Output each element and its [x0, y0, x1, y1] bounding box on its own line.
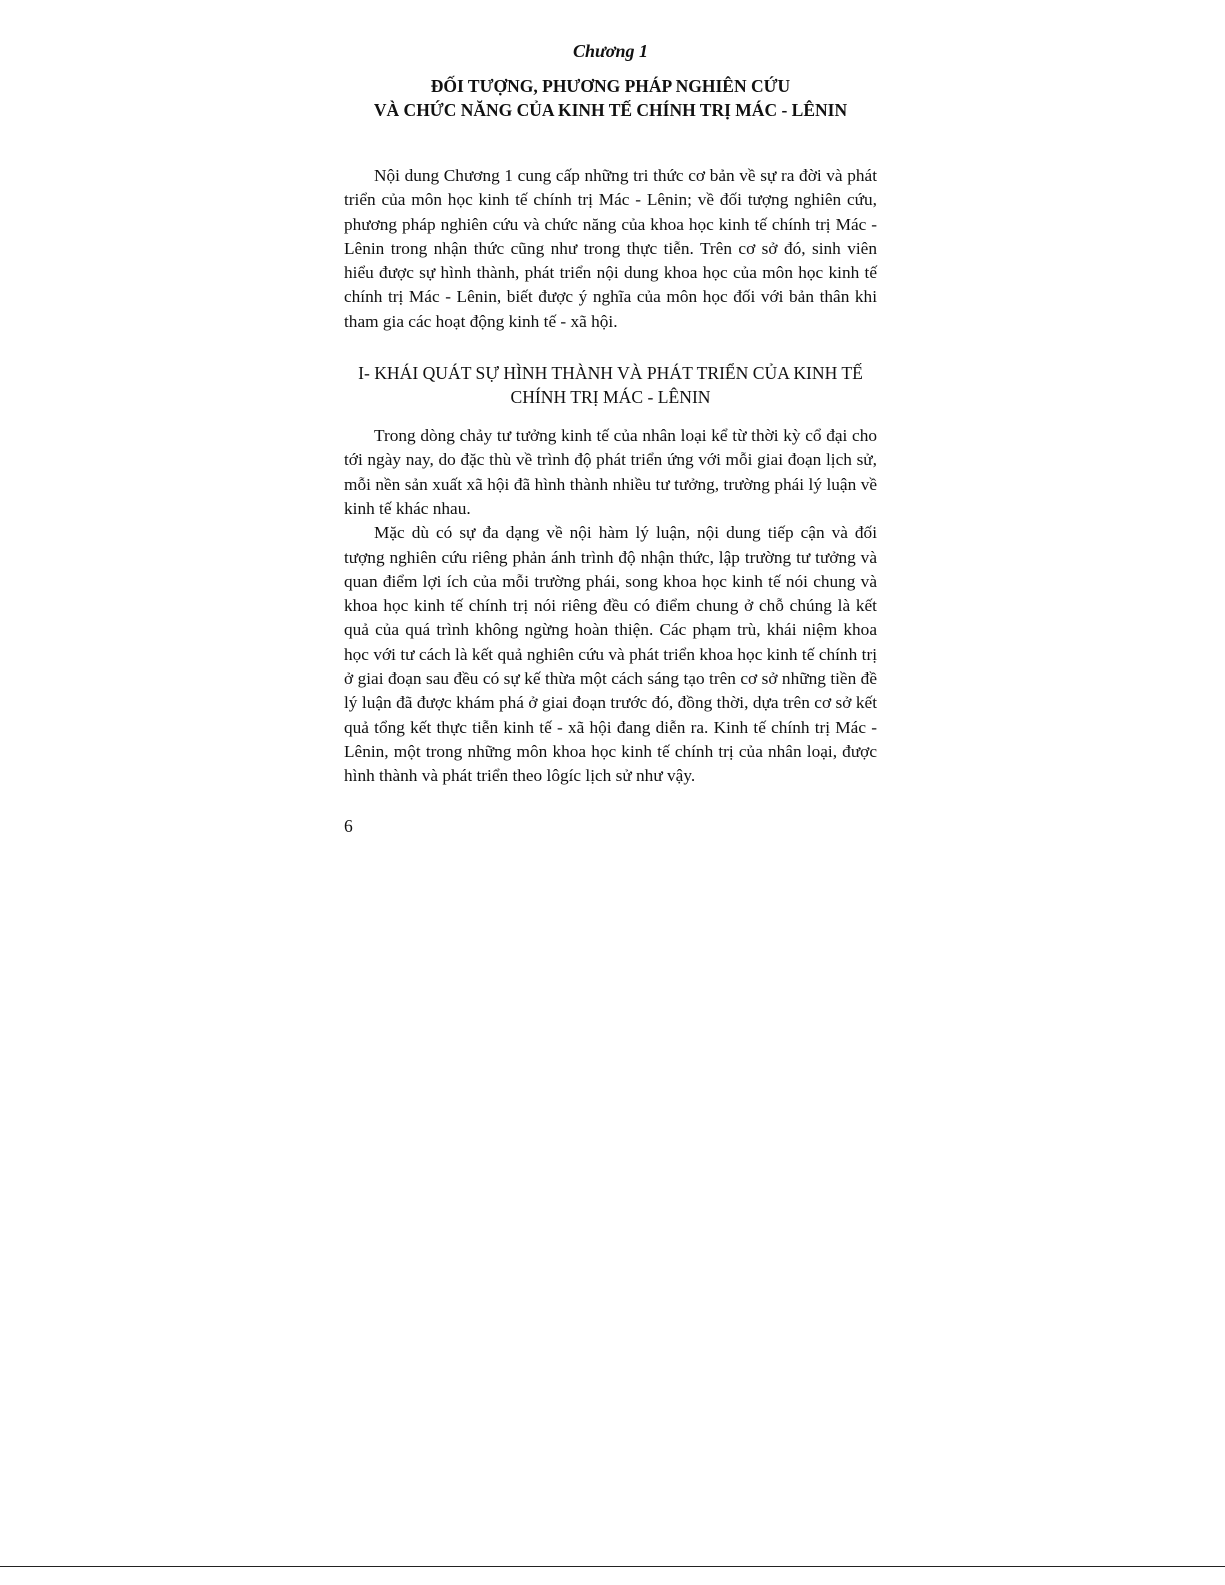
page-number: 6 [344, 816, 353, 836]
text-column [344, 38, 877, 789]
section-heading [344, 361, 877, 409]
chapter-intro [344, 164, 877, 334]
chapter-title [344, 74, 877, 122]
intro-paragraph: Nội dung Chương 1 cung cấp những tri thức cơ bản về sự ra đời và phát triển của môn học kinh tế chính trị Mác - Lênin; về đối tượng nghiên cứu, phương pháp nghiên cứu và chức năng của khoa học kinh tế chính trị Mác - Lênin trong nhận thức cũng như trong thực tiễn. Trên cơ sở đó, sinh viên hiểu được sự hình thành, phát triển nội dung khoa học của môn học kinh tế chính trị Mác - Lênin, biết được ý nghĩa của môn học đối với bản thân khi tham gia các hoạt động kinh tế - xã hội. [344, 166, 877, 331]
bottom-divider [0, 1566, 1225, 1567]
section-heading-line-1: I- KHÁI QUÁT SỰ HÌNH THÀNH VÀ PHÁT TRIỂN CỦA KINH TẾ [358, 363, 863, 384]
body-paragraph: Trong dòng chảy tư tưởng kinh tế của nhân loại kể từ thời kỳ cổ đại cho tới ngày nay, do đặc thù về trình độ phát triển ứng với mỗi giai đoạn lịch sử, mỗi nền sản xuất xã hội đã hình thành nhiều tư tưởng, trường phái lý luận về kinh tế khác nhau. [344, 426, 877, 518]
chapter-title-line-2: VÀ CHỨC NĂNG CỦA KINH TẾ CHÍNH TRỊ MÁC - LÊNIN [373, 100, 848, 120]
body-paragraph: Mặc dù có sự đa dạng về nội hàm lý luận, nội dung tiếp cận và đối tượng nghiên cứu riêng phản ánh trình độ nhận thức, lập trường tư tưởng và quan điểm lợi ích của mỗi trường phái, song khoa học kinh tế nói chung và khoa học kinh tế chính trị nói riêng đều có điểm chung ở chỗ chúng là kết quả của quá trình không ngừng hoàn thiện. Các phạm trù, khái niệm khoa học với tư cách là kết quả nghiên cứu và phát triển khoa học kinh tế chính trị ở giai đoạn sau đều có sự kế thừa một cách sáng tạo trên cơ sở những tiền đề lý luận đã được khám phá ở giai đoạn trước đó, đồng thời, dựa trên cơ sở kết quả tổng kết thực tiễn kinh tế - xã hội đang diễn ra. Kinh tế chính trị Mác - Lênin, một trong những môn khoa học kinh tế chính trị của nhân loại, được hình thành và phát triển theo lôgíc lịch sử như vậy. [344, 523, 877, 786]
chapter-title-line-1: ĐỐI TƯỢNG, PHƯƠNG PHÁP NGHIÊN CỨU [430, 76, 791, 96]
section-body [344, 424, 877, 788]
section-heading-line-2: CHÍNH TRỊ MÁC - LÊNIN [510, 387, 711, 408]
chapter-label: Chương 1 [573, 41, 648, 61]
